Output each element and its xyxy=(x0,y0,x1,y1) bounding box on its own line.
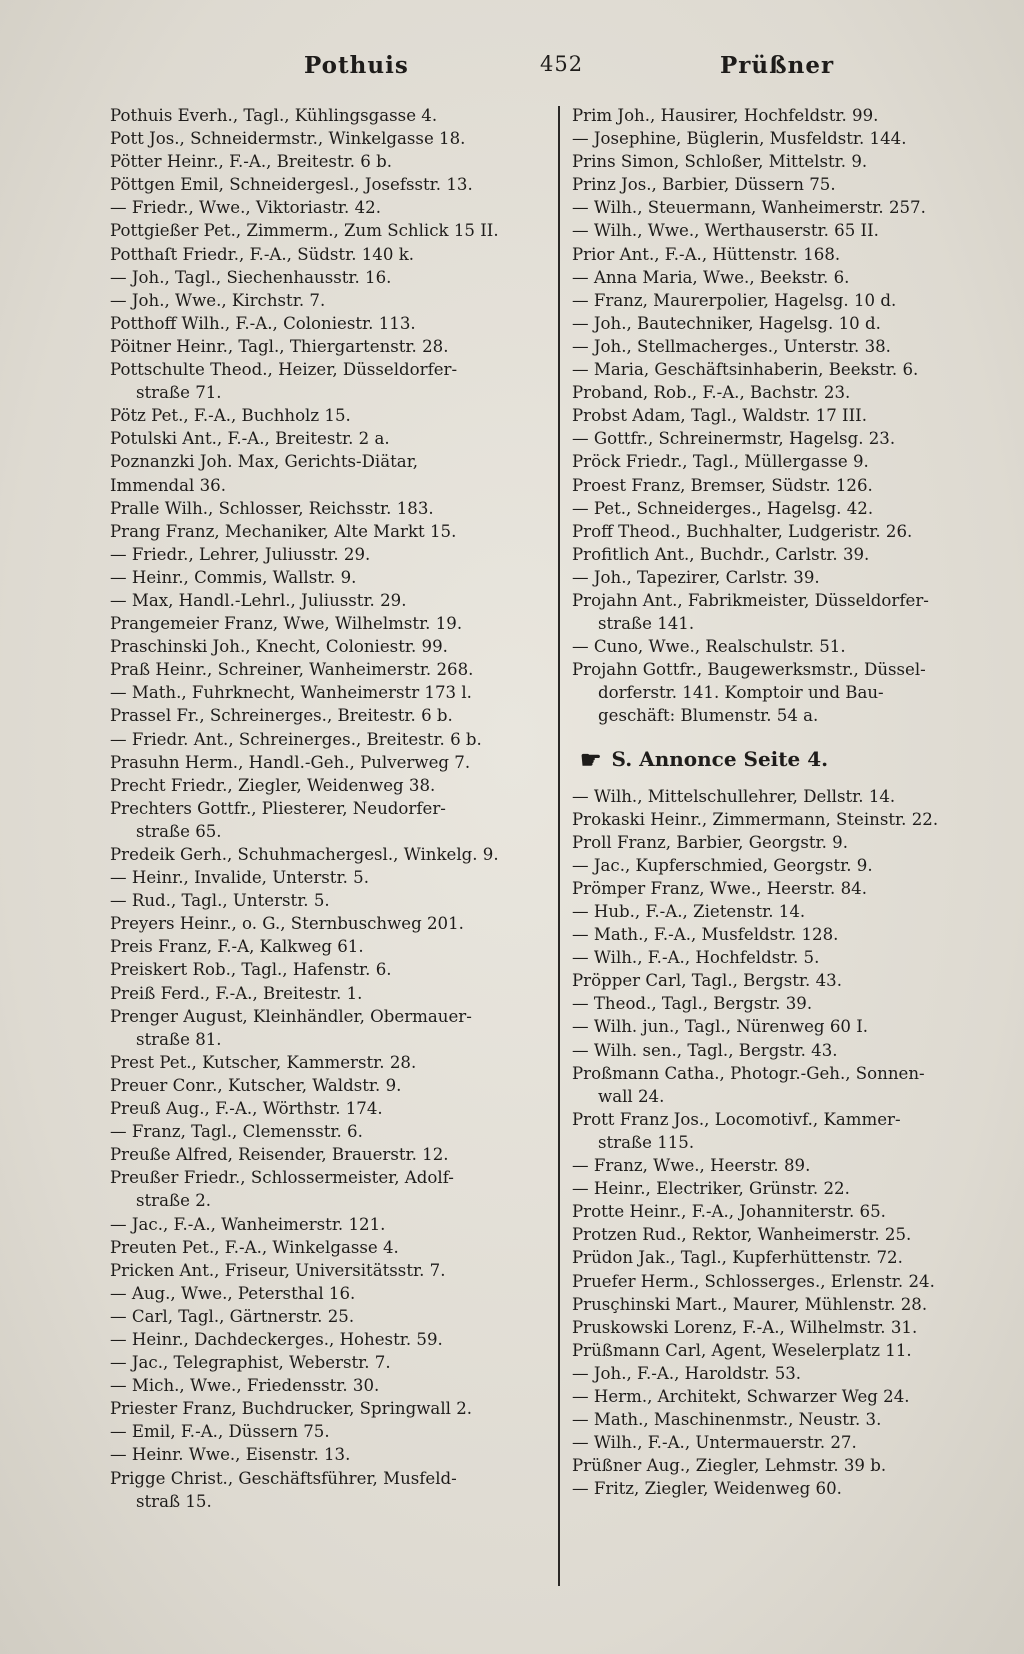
directory-entry: Pothuis Everh., Tagl., Kühlingsgasse 4. xyxy=(110,106,438,125)
directory-entry: Preyers Heinr., o. G., Sternbuschweg 201. xyxy=(110,914,464,934)
directory-entry: Precht Friedr., Ziegler, Weidenweg 38. xyxy=(110,775,436,795)
directory-entry: Poznanzki Joh. Max, Gerichts-Diätar, xyxy=(110,452,419,472)
directory-entry: — Herm., Architekt, Schwarzer Weg 24. xyxy=(572,1386,910,1406)
directory-entry: Proll Franz, Barbier, Georgstr. 9. xyxy=(572,832,849,852)
directory-entry: — Franz, Wwe., Heerstr. 89. xyxy=(572,1156,811,1176)
directory-entry: geschäft: Blumenstr. 54 a. xyxy=(598,706,819,726)
directory-entry: Proßmann Catha., Photogr.-Geh., Sonnen- xyxy=(572,1063,925,1083)
directory-entry: — Wilh. sen., Tagl., Bergstr. 43. xyxy=(572,1040,838,1060)
directory-entry: Prassel Fr., Schreinerges., Breitestr. 6 b. xyxy=(110,706,453,726)
directory-entry: — Joh., F.-A., Haroldstr. 53. xyxy=(572,1363,802,1383)
directory-entry: — Math., Fuhrknecht, Wanheimerstr 173 l. xyxy=(110,683,472,703)
directory-entry: Prokaski Heinr., Zimmermann, Steinstr. 22. xyxy=(572,809,939,829)
directory-entry: Protte Heinr., F.-A., Johanniterstr. 65. xyxy=(572,1202,886,1222)
directory-entry: Pricken Ant., Friseur, Universitätsstr. 7. xyxy=(110,1260,446,1280)
directory-entry: Prigge Christ., Geschäftsführer, Musfeld- xyxy=(110,1468,457,1488)
directory-entry: — Wilh., Wwe., Werthauserstr. 65 II. xyxy=(572,221,879,241)
directory-entry: Pruskowski Lorenz, F.-A., Wilhelmstr. 31. xyxy=(572,1317,918,1337)
directory-entry: Proband, Rob., F.-A., Bachstr. 23. xyxy=(572,383,851,403)
directory-entry: Potulski Ant., F.-A., Breitestr. 2 a. xyxy=(110,429,390,449)
directory-entry: Prinz Jos., Barbier, Düssern 75. xyxy=(572,175,836,195)
directory-entry: straße 2. xyxy=(136,1191,212,1211)
directory-entry: Immendal 36. xyxy=(110,475,227,495)
directory-entry: Pöttgen Emil, Schneidergesl., Josefsstr. 13. xyxy=(110,175,473,195)
directory-entry: Prenger August, Kleinhändler, Obermauer- xyxy=(110,1006,472,1026)
directory-entry: — Hub., F.-A., Zietenstr. 14. xyxy=(572,902,806,921)
directory-entry: — Wilh., Steuermann, Wanheimerstr. 257. xyxy=(572,198,926,218)
directory-entry: Pottschulte Theod., Heizer, Düsseldorfer- xyxy=(110,360,458,380)
directory-entry: wall 24. xyxy=(598,1086,665,1106)
directory-entry: straße 81. xyxy=(136,1029,222,1049)
directory-entry: — Joh., Tapezirer, Carlstr. 39. xyxy=(572,567,820,587)
directory-entry: Preuß Aug., F.-A., Wörthstr. 174. xyxy=(110,1099,383,1119)
directory-entry: — Joh., Tagl., Siechenhausstr. 16. xyxy=(110,267,392,287)
directory-entry: — Rud., Tagl., Unterstr. 5. xyxy=(110,891,330,911)
directory-entry: Pruefer Herm., Schlosserges., Erlenstr. 24. xyxy=(572,1271,935,1291)
directory-entry: — Aug., Wwe., Petersthal 16. xyxy=(110,1283,356,1303)
directory-entry: Preuer Conr., Kutscher, Waldstr. 9. xyxy=(110,1075,402,1095)
directory-entry: Preiß Ferd., F.-A., Breitestr. 1. xyxy=(110,983,363,1003)
directory-entry: Protzen Rud., Rektor, Wanheimerstr. 25. xyxy=(572,1225,912,1245)
directory-entry: straße 115. xyxy=(598,1132,695,1152)
left-column xyxy=(110,104,550,1513)
page-number: 452 xyxy=(540,52,584,76)
directory-entry: — Gottfr., Schreinermstr, Hagelsg. 23. xyxy=(572,429,896,449)
directory-entry: Pottgießer Pet., Zimmerm., Zum Schlick 15 II. xyxy=(110,221,499,241)
directory-entry: — Emil, F.-A., Düssern 75. xyxy=(110,1422,330,1442)
directory-entry: Prangemeier Franz, Wwe, Wilhelmstr. 19. xyxy=(110,614,463,634)
pointing-hand-icon: ☛ xyxy=(580,744,602,774)
right-column xyxy=(572,104,1012,1500)
right-column-top xyxy=(572,104,1012,728)
directory-entry: — Theod., Tagl., Bergstr. 39. xyxy=(572,994,813,1014)
directory-entry: — Heinr. Wwe., Eisenstr. 13. xyxy=(110,1445,351,1465)
announcement-text: S. Annonce Seite 4. xyxy=(611,746,829,771)
directory-entry: Pralle Wilh., Schlosser, Reichsstr. 183. xyxy=(110,498,434,518)
directory-entry: — Max, Handl.-Lehrl., Juliusstr. 29. xyxy=(110,590,407,610)
directory-entry: Prüßmann Carl, Agent, Weselerplatz 11. xyxy=(572,1340,912,1360)
directory-entry: — Jac., Kupferschmied, Georgstr. 9. xyxy=(572,855,873,875)
directory-entry: — Wilh., F.-A., Hochfeldstr. 5. xyxy=(572,948,820,968)
directory-entry: — Friedr., Wwe., Viktoriastr. 42. xyxy=(110,198,381,218)
directory-entry: — Fritz, Ziegler, Weidenweg 60. xyxy=(572,1479,842,1499)
directory-entry: Potthoff Wilh., F.-A., Coloniestr. 113. xyxy=(110,313,416,333)
directory-entry: straße 65. xyxy=(136,821,222,841)
directory-entry: Prechters Gottfr., Pliesterer, Neudorfer- xyxy=(110,798,446,818)
header-right-keyword: Prüßner xyxy=(720,52,835,79)
directory-entry: Prins Simon, Schloßer, Mittelstr. 9. xyxy=(572,152,868,172)
directory-entry: Profitlich Ant., Buchdr., Carlstr. 39. xyxy=(572,544,870,564)
directory-entry: Prasuhn Herm., Handl.-Geh., Pulverweg 7. xyxy=(110,752,471,772)
directory-entry: Probst Adam, Tagl., Waldstr. 17 III. xyxy=(572,406,867,426)
directory-entry: Proff Theod., Buchhalter, Ludgeristr. 26. xyxy=(572,521,913,541)
directory-entry: Prüdon Jak., Tagl., Kupferhüttenstr. 72. xyxy=(572,1248,903,1268)
directory-entry: Preis Franz, F.-A, Kalkweg 61. xyxy=(110,937,364,957)
header-left-keyword: Pothuis xyxy=(304,52,409,79)
directory-entry: Preußer Friedr., Schlossermeister, Adolf- xyxy=(110,1168,454,1188)
directory-entry: — Maria, Geschäftsinhaberin, Beekstr. 6. xyxy=(572,360,919,380)
directory-entry: — Wilh. jun., Tagl., Nürenweg 60 I. xyxy=(572,1017,869,1037)
directory-entry: — Math., F.-A., Musfeldstr. 128. xyxy=(572,925,839,945)
directory-entry: — Joh., Stellmacherges., Unterstr. 38. xyxy=(572,336,891,356)
directory-entry: — Joh., Bautechniker, Hagelsg. 10 d. xyxy=(572,313,881,333)
directory-entry: Preuße Alfred, Reisender, Brauerstr. 12. xyxy=(110,1145,449,1165)
directory-entry: — Pet., Schneiderges., Hagelsg. 42. xyxy=(572,498,874,518)
directory-entry: Projahn Ant., Fabrikmeister, Düsseldorfer- xyxy=(572,590,929,610)
directory-entry: — Friedr., Lehrer, Juliusstr. 29. xyxy=(110,544,371,564)
directory-entry: Potthaſt Friedr., F.-A., Südstr. 140 k. xyxy=(110,244,415,264)
directory-entry: Pott Jos., Schneidermstr., Winkelgasse 18. xyxy=(110,129,466,149)
directory-entry: dorferstr. 141. Komptoir und Bau- xyxy=(598,683,884,703)
directory-entry: Predeik Gerh., Schuhmachergesl., Winkelg. 9. xyxy=(110,845,499,864)
directory-entry: — Cuno, Wwe., Realschulstr. 51. xyxy=(572,637,846,657)
directory-entry: Pröpper Carl, Tagl., Bergstr. 43. xyxy=(572,971,842,991)
directory-entry: — Anna Maria, Wwe., Beekstr. 6. xyxy=(572,267,850,287)
directory-entry: — Jac., F.-A., Wanheimerstr. 121. xyxy=(110,1214,386,1234)
directory-entry: Prömper Franz, Wwe., Heerstr. 84. xyxy=(572,878,867,898)
right-column-bottom xyxy=(572,785,1012,1501)
directory-entry: Projahn Gottfr., Baugewerksmstr., Düssel- xyxy=(572,660,926,680)
directory-entry: Pötz Pet., F.-A., Buchholz 15. xyxy=(110,406,351,426)
directory-entry: Priester Franz, Buchdrucker, Springwall 2. xyxy=(110,1399,473,1419)
directory-entry: — Mich., Wwe., Friedensstr. 30. xyxy=(110,1376,380,1396)
directory-entry: — Joh., Wwe., Kirchstr. 7. xyxy=(110,290,326,310)
directory-entry: — Heinr., Invalide, Unterstr. 5. xyxy=(110,868,369,888)
directory-entry: Prang Franz, Mechaniker, Alte Markt 15. xyxy=(110,521,457,541)
directory-entry: Prior Ant., F.-A., Hüttenstr. 168. xyxy=(572,244,841,264)
directory-entry: Prüßner Aug., Ziegler, Lehmstr. 39 b. xyxy=(572,1456,887,1476)
directory-entry: Preuten Pet., F.-A., Winkelgasse 4. xyxy=(110,1237,399,1257)
directory-entry: — Franz, Tagl., Clemensstr. 6. xyxy=(110,1122,363,1142)
directory-entry: Pötter Heinr., F.-A., Breitestr. 6 b. xyxy=(110,152,392,172)
column-divider xyxy=(558,106,560,1586)
announcement xyxy=(572,742,1012,777)
directory-entry: Prest Pet., Kutscher, Kammerstr. 28. xyxy=(110,1052,417,1072)
directory-entry: — Franz, Maurerpolier, Hagelsg. 10 d. xyxy=(572,290,897,310)
page-header xyxy=(0,52,1024,92)
directory-entry: — Wilh., F.-A., Untermauerstr. 27. xyxy=(572,1433,857,1453)
directory-entry: Prim Joh., Hausirer, Hochfeldstr. 99. xyxy=(572,106,879,125)
directory-entry: Praschinski Joh., Knecht, Coloniestr. 99. xyxy=(110,637,448,657)
directory-entry: Preiskert Rob., Tagl., Hafenstr. 6. xyxy=(110,960,392,980)
directory-entry: — Josephine, Büglerin, Musfeldstr. 144. xyxy=(572,129,907,149)
directory-entry: — Math., Maschinenmstr., Neustr. 3. xyxy=(572,1410,882,1430)
directory-entry: straße 141. xyxy=(598,614,695,634)
directory-entry: Praß Heinr., Schreiner, Wanheimerstr. 268. xyxy=(110,660,474,680)
directory-entry: — Friedr. Ant., Schreinerges., Breitestr. 6 b. xyxy=(110,729,482,749)
directory-entry: straß 15. xyxy=(136,1491,212,1511)
directory-entry: Pöitner Heinr., Tagl., Thiergartenstr. 28. xyxy=(110,336,449,356)
directory-entry: Prott Franz Jos., Locomotivf., Kammer- xyxy=(572,1109,901,1129)
directory-entry: Prusçhinski Mart., Maurer, Mühlenstr. 28. xyxy=(572,1294,928,1314)
directory-entry: — Heinr., Electriker, Grünstr. 22. xyxy=(572,1179,850,1199)
directory-entry: Pröck Friedr., Tagl., Müllergasse 9. xyxy=(572,452,869,472)
directory-entry: — Heinr., Dachdeckerges., Hohestr. 59. xyxy=(110,1329,443,1349)
directory-entry: — Heinr., Commis, Wallstr. 9. xyxy=(110,567,357,587)
directory-entry: — Jac., Telegraphist, Weberstr. 7. xyxy=(110,1353,391,1373)
directory-entry: — Wilh., Mittelschullehrer, Dellstr. 14. xyxy=(572,786,896,806)
directory-entry: — Carl, Tagl., Gärtnerstr. 25. xyxy=(110,1306,355,1326)
directory-entry: straße 71. xyxy=(136,383,222,403)
directory-entry: Proest Franz, Bremser, Südstr. 126. xyxy=(572,475,873,495)
